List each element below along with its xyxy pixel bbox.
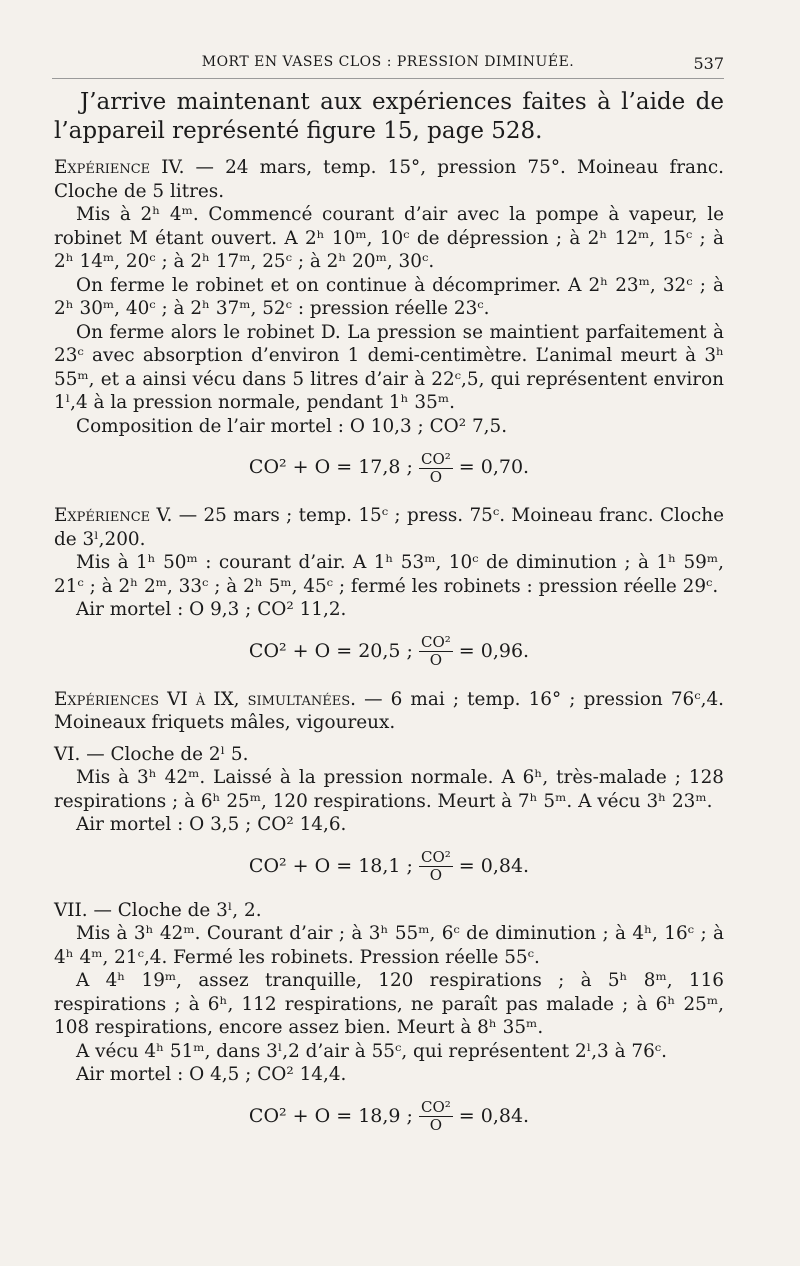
formula-lhs: CO² + O = 18,9 ;: [248, 1104, 413, 1127]
running-title: MORT EN VASES CLOS : PRESSION DIMINUÉE.: [201, 54, 575, 70]
intro-paragraph: J’arrive maintenant aux expériences faites à l’aide de l’appareil représenté figure 15, page 528.: [54, 89, 724, 144]
experience-4-label: Expérience IV.: [54, 157, 185, 178]
experiences-6-9-text: — 6 mai ; temp. 16° ; pression 76ᶜ,4. Moineaux friquets mâles, vigoureux.: [54, 688, 724, 733]
running-header: [52, 52, 724, 79]
fraction-numerator: CO²: [420, 449, 451, 468]
experience-5-text: — 25 mars ; temp. 15ᶜ ; press. 75ᶜ. Moineau franc. Cloche de 3ˡ,200.: [54, 505, 724, 550]
fraction-denominator: O: [429, 651, 443, 669]
page-body: [54, 86, 724, 1149]
formula-rhs: = 0,70.: [458, 456, 530, 479]
experience-5-air-composition: Air mortel : O 9,3 ; CO² 11,2.: [76, 599, 347, 620]
formula-rhs: = 0,96.: [458, 639, 530, 662]
formula-fraction: [419, 849, 453, 884]
experience-5-formula: [54, 626, 724, 678]
section-vii-title: VII. — Cloche de 3ˡ, 2.: [54, 899, 262, 921]
section-vi-title: VI. — Cloche de 2ˡ 5.: [54, 743, 249, 765]
fraction-numerator: CO²: [420, 633, 451, 651]
section-vi-para-1: Mis à 3ʰ 42ᵐ. Laissé à la pression normale. A 6ʰ, très-malade ; 128 respirations ; à 6ʰ 25ᵐ, 120 respirations. Meurt à 7ʰ 5ᵐ. A vécu 3ʰ 23ᵐ.: [54, 767, 724, 812]
formula-fraction: [419, 634, 453, 669]
fraction-denominator: O: [429, 1116, 443, 1134]
fraction-denominator: O: [429, 467, 443, 486]
section-vii-para-2: A 4ʰ 19ᵐ, assez tranquille, 120 respirations ; à 5ʰ 8ᵐ, 116 respirations ; à 6ʰ, 112 respirations, ne paraît pas malade ; à 6ʰ 25ᵐ, 108 respirations, encore assez bien. Meurt à 8ʰ 35ᵐ.: [54, 970, 724, 1038]
formula-fraction: [419, 451, 453, 486]
formula-fraction: [419, 1099, 453, 1134]
section-vii-formula: [54, 1091, 724, 1143]
fraction-numerator: CO²: [420, 1098, 451, 1116]
experience-4-para-3: On ferme alors le robinet D. La pression se maintient parfaitement à 23ᶜ avec absorption d’environ 1 demi-centimètre. L’animal meurt à 3ʰ 55ᵐ, et a ainsi vécu dans 5 litres d’air à 22ᶜ,5, qui représentent environ 1ˡ,4 à la pression normale, pendant 1ʰ 35ᵐ.: [54, 321, 724, 413]
formula-lhs: CO² + O = 20,5 ;: [248, 639, 413, 662]
formula-lhs: CO² + O = 18,1 ;: [248, 854, 413, 877]
section-vi-air-composition: Air mortel : O 3,5 ; CO² 14,6.: [76, 814, 347, 835]
formula-rhs: = 0,84.: [458, 854, 530, 877]
experience-5-label: Expérience V.: [54, 505, 173, 526]
experiences-6-9-heading: [54, 688, 724, 735]
section-vii-para-1: Mis à 3ʰ 42ᵐ. Courant d’air ; à 3ʰ 55ᵐ, 6ᶜ de diminution ; à 4ʰ, 16ᶜ ; à 4ʰ 4ᵐ, 21ᶜ,4. Fermé les robinets. Pression réelle 55ᶜ.: [54, 923, 724, 968]
page-number: 537: [693, 54, 724, 73]
experience-4-para-1: Mis à 2ʰ 4ᵐ. Commencé courant d’air avec la pompe à vapeur, le robinet M étant ouvert. A 2ʰ 10ᵐ, 10ᶜ de dépression ; à 2ʰ 12ᵐ, 15ᶜ ; à 2ʰ 14ᵐ, 20ᶜ ; à 2ʰ 17ᵐ, 25ᶜ ; à 2ʰ 20ᵐ, 30ᶜ.: [54, 204, 724, 272]
experiences-6-9-label: Expériences VI à IX, simultanées.: [54, 688, 356, 710]
section-vii-para-3: A vécu 4ʰ 51ᵐ, dans 3ˡ,2 d’air à 55ᶜ, qui représentent 2ˡ,3 à 76ᶜ.: [76, 1040, 668, 1062]
formula-rhs: = 0,84.: [458, 1104, 530, 1127]
formula-lhs: CO² + O = 17,8 ;: [248, 456, 413, 479]
fraction-denominator: O: [429, 866, 443, 884]
experience-4-formula: [54, 442, 724, 494]
section-vi-formula: [54, 841, 724, 893]
experience-4-text: — 24 mars, temp. 15°, pression 75°. Moineau franc. Cloche de 5 litres.: [54, 157, 724, 202]
experience-4-para-2: On ferme le robinet et on continue à décomprimer. A 2ʰ 23ᵐ, 32ᶜ ; à 2ʰ 30ᵐ, 40ᶜ ; à 2ʰ 37ᵐ, 52ᶜ : pression réelle 23ᶜ.: [54, 274, 724, 319]
fraction-numerator: CO²: [420, 848, 451, 866]
experience-4-air-composition: Composition de l’air mortel : O 10,3 ; CO² 7,5.: [76, 415, 508, 437]
experience-5-para-1: Mis à 1ʰ 50ᵐ : courant d’air. A 1ʰ 53ᵐ, 10ᶜ de diminution ; à 1ʰ 59ᵐ, 21ᶜ ; à 2ʰ 2ᵐ, 33ᶜ ; à 2ʰ 5ᵐ, 45ᶜ ; fermé les robinets : pression réelle 29ᶜ.: [54, 552, 724, 597]
section-vii-air-composition: Air mortel : O 4,5 ; CO² 14,4.: [76, 1064, 347, 1085]
experience-4-heading: [54, 156, 724, 203]
experience-5-heading: [54, 504, 724, 551]
